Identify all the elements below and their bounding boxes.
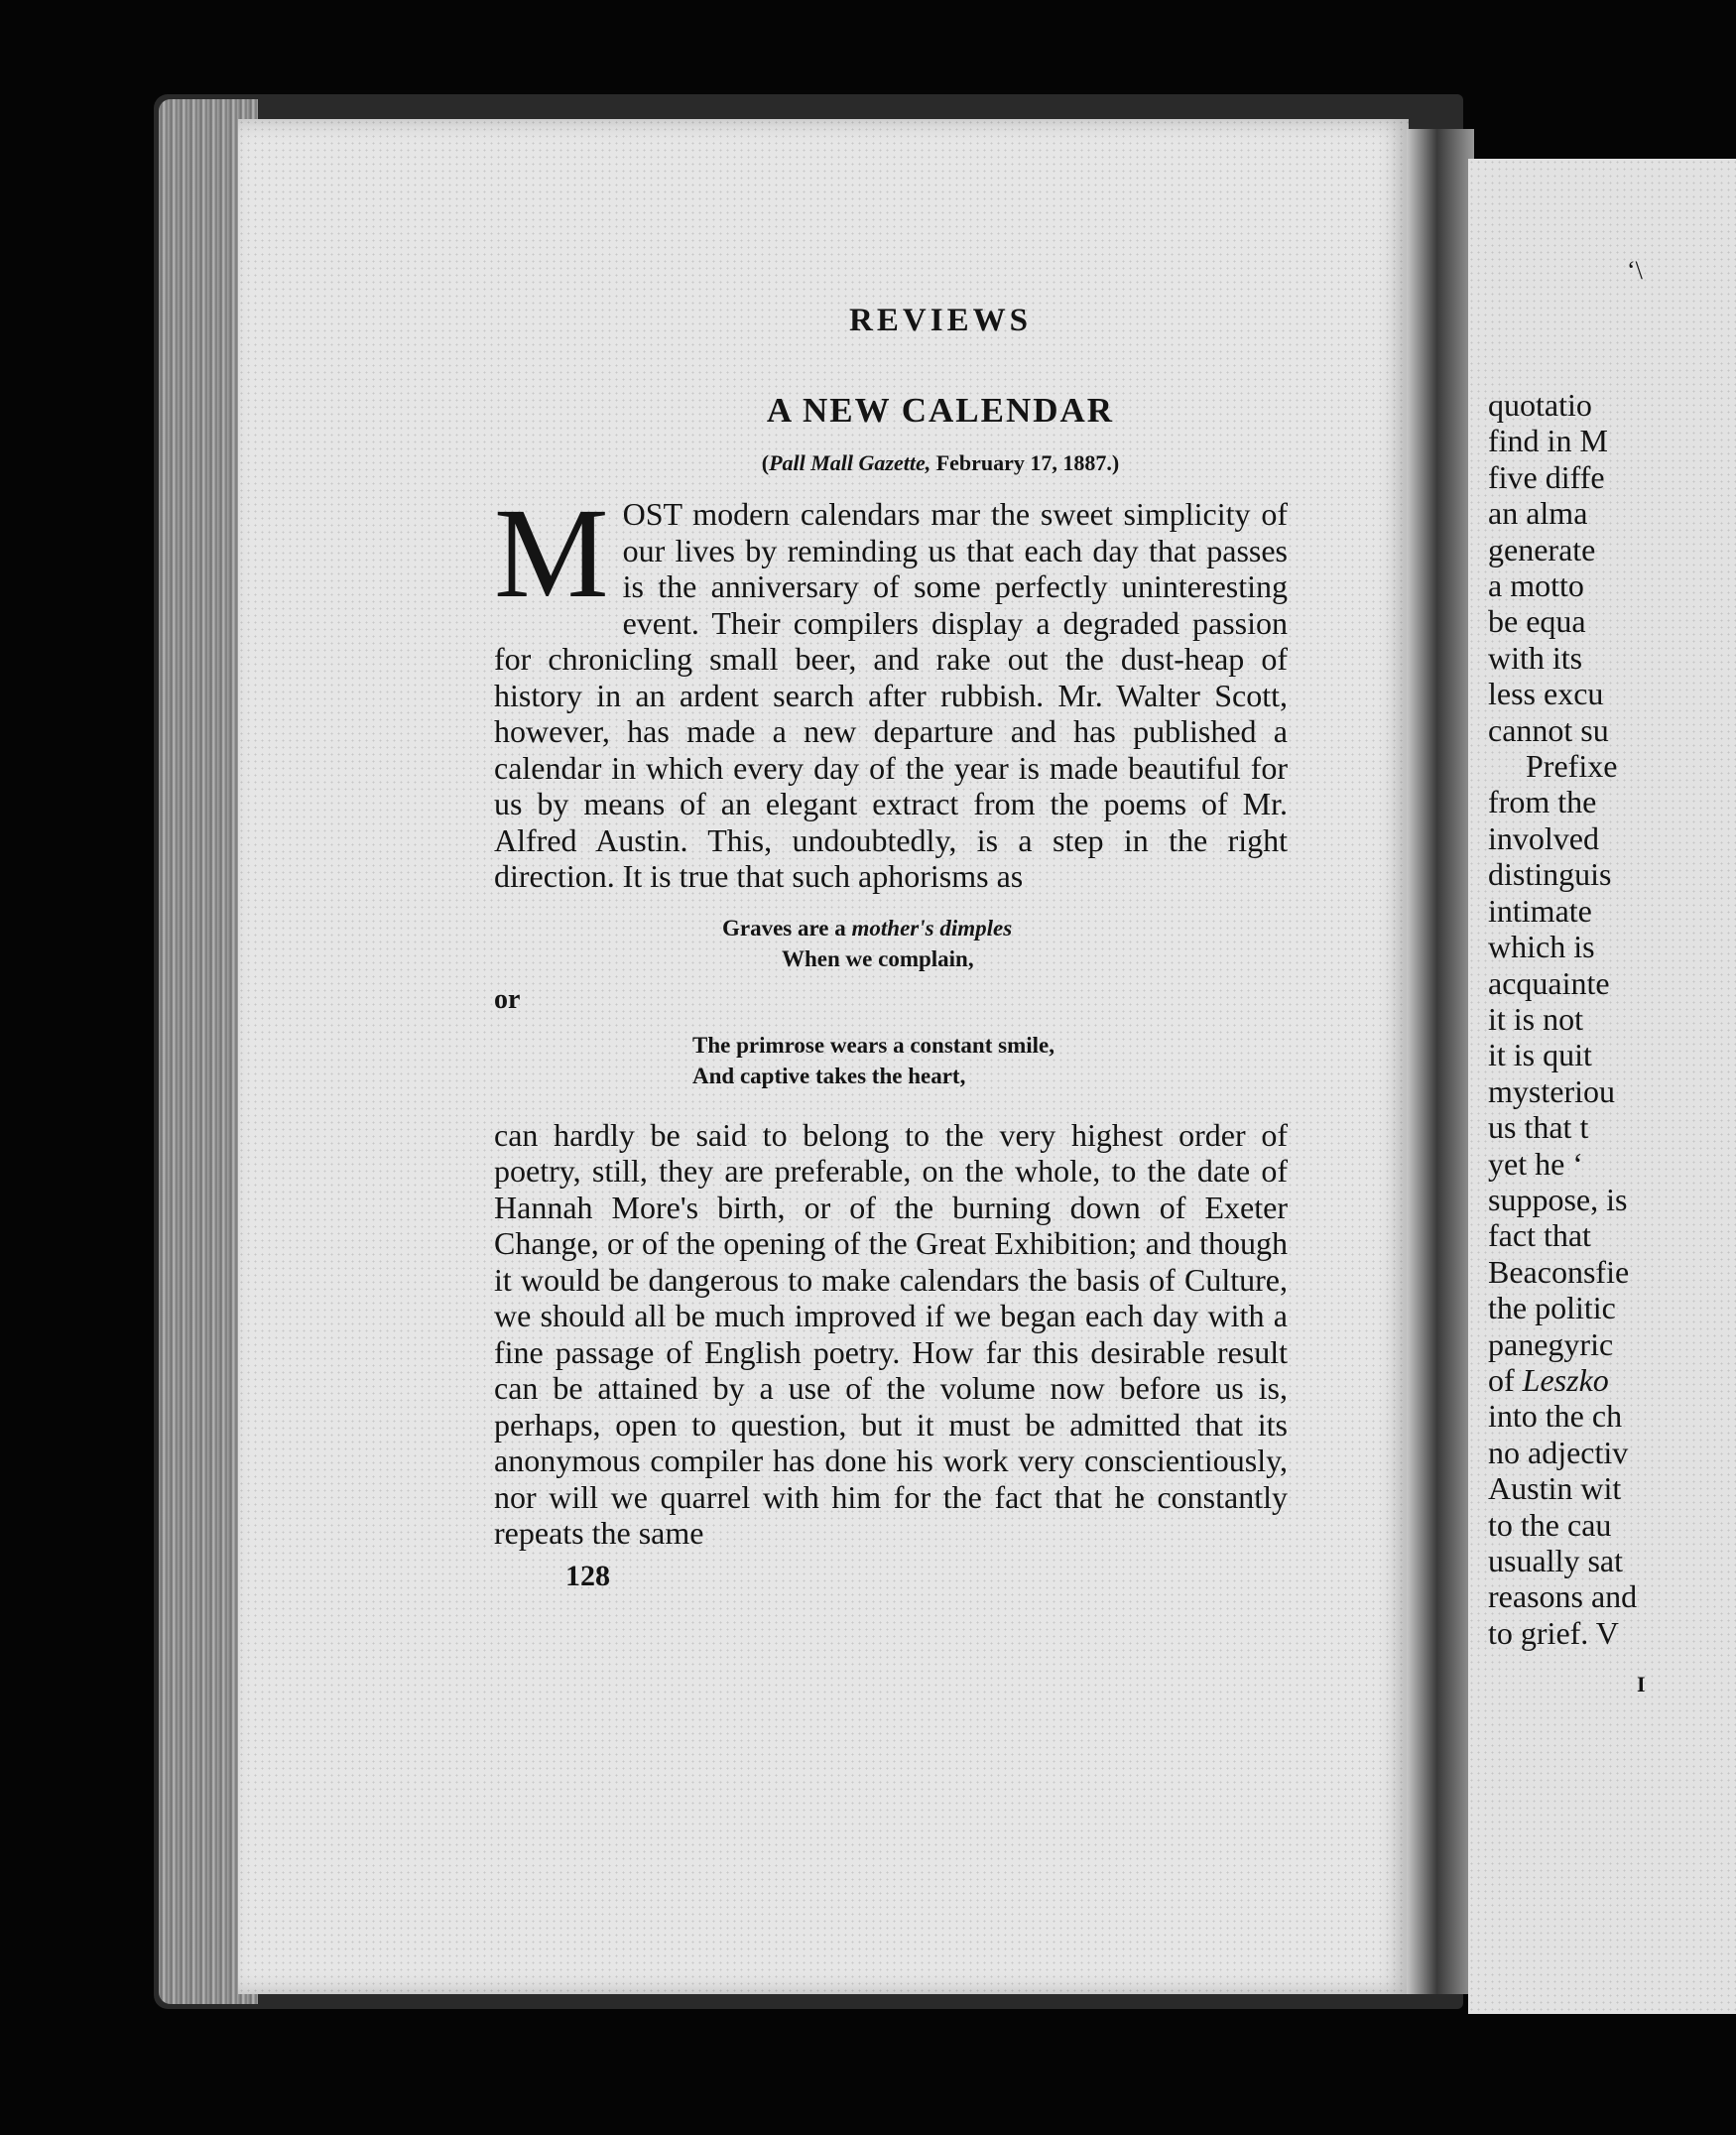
book-gutter	[1407, 129, 1474, 1994]
paragraph-1-text: OST modern calendars mar the sweet simplicity of our lives by reminding us that each day that passes is the anniversary of some perfectly uninteresting event. Their compilers display a degraded passion for chronicling small beer, and rake out the dust-heap of history in an ardent search after rubbish. Mr. Walter Scott, however, has made a new departure and has published a calendar in which every day of the year is made beautiful for us by means of an elegant extract from the poems of Mr. Alfred Austin. This, undoubtedly, is a step in the right direction. It is true that such aphorisms as	[494, 496, 1288, 894]
right-line: reasons and	[1488, 1578, 1638, 1615]
right-line: less excu	[1488, 676, 1604, 712]
right-line: yet he ‘	[1488, 1145, 1583, 1182]
right-line: find in M	[1488, 423, 1608, 459]
right-line: Beaconsfie	[1488, 1253, 1630, 1290]
right-page-bottom-mark: I	[1637, 1672, 1646, 1696]
right-line: which is	[1488, 929, 1595, 965]
right-line: it is quit	[1488, 1037, 1592, 1073]
drop-cap: M	[494, 482, 609, 625]
verse-1-line-1	[722, 913, 1288, 943]
right-line-italic: Leszko	[1522, 1361, 1609, 1398]
right-line: an alma	[1488, 495, 1588, 532]
right-line: a motto	[1488, 567, 1584, 604]
right-line: mysteriou	[1488, 1072, 1615, 1109]
section-title: REVIEWS	[849, 303, 1032, 338]
connector-or: or	[494, 983, 521, 1015]
verse-2-line-1: The primrose wears a constant smile,	[692, 1032, 1054, 1058]
right-line: intimate	[1488, 892, 1592, 929]
source-date: February 17, 1887.)	[930, 450, 1120, 475]
right-line: Austin wit	[1488, 1470, 1622, 1507]
right-line: Prefixe	[1526, 748, 1618, 785]
right-page-text	[1488, 387, 1736, 1651]
right-line: it is not	[1488, 1000, 1584, 1037]
right-page-top-mark: ʻ\	[1627, 256, 1643, 285]
right-line: from the	[1488, 784, 1597, 820]
page-number: 128	[565, 1559, 610, 1592]
right-line: quotatio	[1488, 387, 1592, 423]
verse-1-line-1-start: Graves are a	[722, 915, 852, 941]
verse-1-line-2: When we complain,	[782, 945, 974, 971]
verse-2-line-2: And captive takes the heart,	[692, 1063, 966, 1088]
right-line: five diffe	[1488, 458, 1605, 495]
right-line: with its	[1488, 639, 1583, 676]
right-line: suppose, is	[1488, 1181, 1628, 1217]
right-line: panegyric	[1488, 1325, 1614, 1362]
right-line: fact that	[1488, 1217, 1591, 1254]
right-line: cannot su	[1488, 711, 1609, 748]
verse-1-line-1-italic: mother's dimples	[851, 915, 1013, 941]
source-publication: Pall Mall Gazette,	[769, 450, 931, 475]
right-line-start: of	[1488, 1361, 1523, 1398]
verse-quote-2	[692, 1030, 1288, 1091]
right-line: acquainte	[1488, 964, 1610, 1001]
right-line: to the cau	[1488, 1506, 1612, 1543]
source-open: (	[761, 450, 770, 475]
right-line: to grief. V	[1488, 1614, 1619, 1651]
right-line: distinguis	[1488, 856, 1612, 893]
article-title: A NEW CALENDAR	[766, 391, 1115, 430]
right-page	[1468, 159, 1736, 2014]
source-citation	[494, 450, 1288, 476]
right-line: generate	[1488, 531, 1596, 567]
right-line	[1488, 1362, 1736, 1398]
right-line: us that t	[1488, 1109, 1589, 1146]
verse-quote-1	[722, 913, 1288, 974]
paragraph-1	[494, 482, 1288, 895]
paragraph-2: can hardly be said to belong to the very highest order of poetry, still, they are preferable, on the whole, to the date of Hannah More's birth, or of the burning down of Exeter Change, or of the opening of the Great Exhibition; and though it would be dangerous to make calendars the basis of Culture, we should all be much improved if we began each day with a fine passage of English poetry. How far this desirable result can be attained by a use of the volume now before us is, perhaps, open to question, but it must be admitted that its anonymous compiler has done his work very conscientiously, nor will we quarrel with him for the fact that he constantly repeats the same	[494, 1116, 1288, 1551]
right-line: usually sat	[1488, 1543, 1623, 1578]
right-line: be equa	[1488, 603, 1586, 640]
right-line: no adjectiv	[1488, 1434, 1629, 1470]
left-page-text	[494, 303, 1288, 1593]
right-line: the politic	[1488, 1290, 1616, 1326]
right-line: into the ch	[1488, 1398, 1623, 1435]
right-line: involved	[1488, 819, 1599, 856]
